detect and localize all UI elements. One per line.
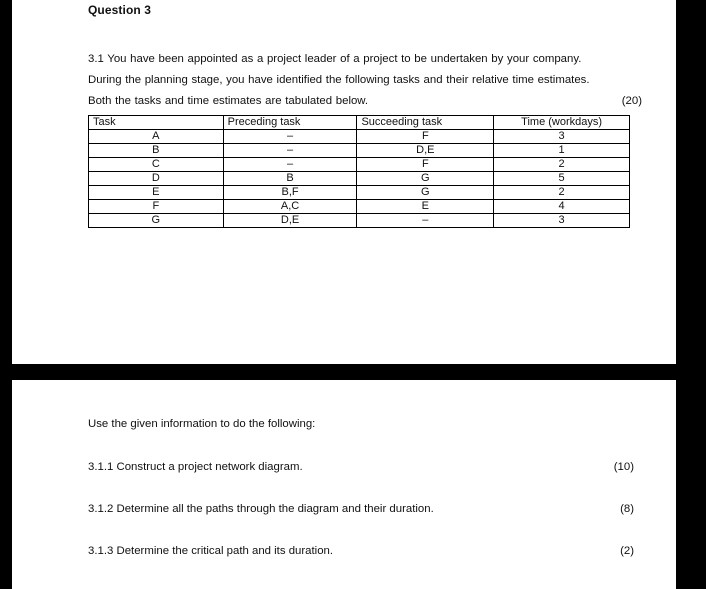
sub-question-text: 3.1.1 Construct a project network diagram.: [88, 461, 303, 473]
sub-question: [88, 545, 634, 557]
task-cell: B: [89, 144, 224, 158]
question-title: Question 3: [88, 3, 152, 17]
task-table-header-row: [89, 116, 630, 130]
header-task: Task: [89, 116, 224, 130]
preceding-cell: A,C: [223, 200, 357, 214]
header-succeeding-task: Succeeding task: [357, 116, 494, 130]
table-row: [89, 172, 630, 186]
task-cell: G: [89, 214, 224, 228]
sub-question-marks: (2): [620, 545, 634, 557]
preceding-cell: D,E: [223, 214, 357, 228]
table-row: [89, 144, 630, 158]
time-cell: 4: [494, 200, 630, 214]
preceding-cell: B,F: [223, 186, 357, 200]
header-time: Time (workdays): [494, 116, 630, 130]
sub-question-marks: (8): [620, 503, 634, 515]
question-page-bottom: [12, 380, 676, 589]
task-cell: E: [89, 186, 224, 200]
sub-question-marks: (10): [613, 461, 634, 473]
succeeding-cell: D,E: [357, 144, 494, 158]
task-cell: F: [89, 200, 224, 214]
table-row: [89, 200, 630, 214]
task-cell: C: [89, 158, 224, 172]
task-table: [88, 115, 630, 228]
task-cell: D: [89, 172, 224, 186]
table-row: [89, 214, 630, 228]
intro-marks: (20): [621, 95, 642, 107]
table-row: [89, 130, 630, 144]
preceding-cell: –: [223, 144, 357, 158]
preceding-cell: –: [223, 130, 357, 144]
sub-question-text: 3.1.2 Determine all the paths through the diagram and their duration.: [88, 503, 434, 515]
time-cell: 2: [494, 158, 630, 172]
succeeding-cell: F: [357, 158, 494, 172]
time-cell: 1: [494, 144, 630, 158]
preceding-cell: –: [223, 158, 357, 172]
time-cell: 2: [494, 186, 630, 200]
succeeding-cell: G: [357, 186, 494, 200]
sub-question: [88, 461, 634, 473]
intro-line-3: [88, 91, 642, 112]
succeeding-cell: –: [357, 214, 494, 228]
table-row: [89, 158, 630, 172]
intro-line-3-text: Both the tasks and time estimates are tabulated below.: [88, 95, 369, 107]
intro-line-2: During the planning stage, you have identified the following tasks and their relative time estimates.: [88, 74, 590, 86]
preceding-cell: B: [223, 172, 357, 186]
table-row: [89, 186, 630, 200]
instruction-text: Use the given information to do the following:: [88, 418, 316, 430]
time-cell: 3: [494, 130, 630, 144]
sub-question-text: 3.1.3 Determine the critical path and its duration.: [88, 545, 334, 557]
succeeding-cell: F: [357, 130, 494, 144]
sub-question: [88, 503, 634, 515]
header-preceding-task: Preceding task: [223, 116, 357, 130]
time-cell: 5: [494, 172, 630, 186]
question-page-top: [12, 0, 676, 364]
intro-paragraph: [88, 49, 642, 112]
succeeding-cell: G: [357, 172, 494, 186]
intro-line-1: 3.1 You have been appointed as a project leader of a project to be undertaken by your company.: [88, 53, 582, 65]
task-cell: A: [89, 130, 224, 144]
time-cell: 3: [494, 214, 630, 228]
succeeding-cell: E: [357, 200, 494, 214]
